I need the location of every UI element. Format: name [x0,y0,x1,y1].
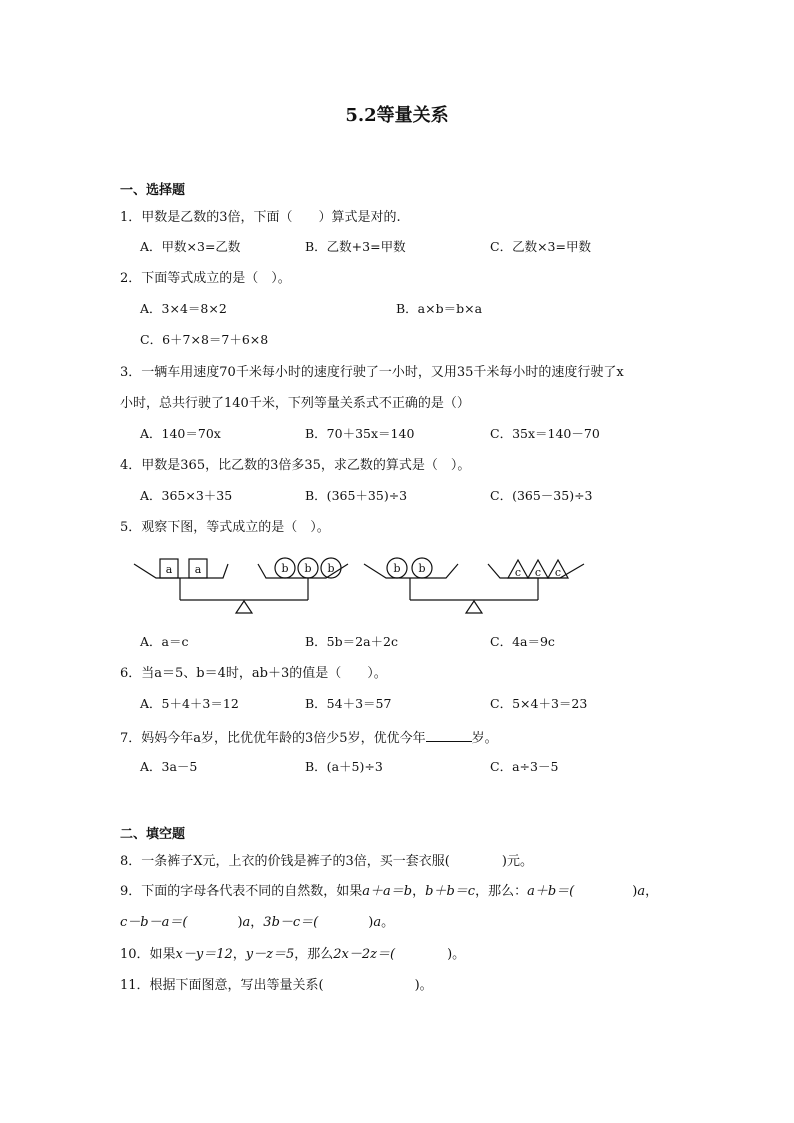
question-9-eq5: 3b－c＝( [263,915,319,930]
question-9-eq3: a＋b＝( [527,884,575,899]
weight-label-b-3: b [327,562,335,575]
question-9-close1: ) [632,884,638,899]
question-7-stem-post: 岁。 [471,731,498,746]
section-heading-choice: 一、选择题 [120,183,186,198]
question-6-option-a: A．5＋4＋3＝12 [140,696,239,711]
weight-label-c-2: c [534,566,542,579]
question-1-option-a: A．甲数×3=乙数 [140,239,241,254]
question-8: 8．一条裤子X元，上衣的价钱是裤子的3倍，买一套衣服( )元。 [120,854,533,869]
question-9-close2: ) [237,915,243,930]
question-5-option-c: C．4a＝9c [490,634,555,649]
question-4-option-c: C．(365－35)÷3 [490,488,593,503]
question-9-var-a: a [637,884,646,899]
weight-label-b-2: b [304,562,312,575]
question-10-eq3: 2x－2z＝( [333,947,396,962]
question-7-option-a: A．3a－5 [140,759,198,774]
question-1-option-b: B．乙数+3=甲数 [305,239,406,254]
question-1-stem: 1．甲数是乙数的3倍，下面（ ）算式是对的. [120,210,401,225]
question-10-eq2: y－z＝5 [245,947,295,962]
weight-label-b-4: b [393,562,401,575]
question-9-end: 。 [381,915,395,930]
question-3-option-c: C．35x＝140－70 [490,426,600,441]
scale-2-left-pan [364,564,458,578]
scale-2-fulcrum [466,601,482,613]
question-3-option-b: B．70＋35x＝140 [305,426,415,441]
question-9-comma: ， [645,884,659,899]
answer-blank [426,730,472,742]
question-10 [120,948,465,961]
weight-label-c-3: c [554,566,562,579]
balance-scales-figure [128,550,598,620]
question-9-comma2: ， [250,915,264,930]
question-4-stem: 4．甲数是365，比乙数的3倍多35，求乙数的算式是（ ）。 [120,458,471,473]
question-9-var-a-3: a [373,915,382,930]
scale-1-left-pan [134,564,228,578]
question-5-option-b: B．5b＝2a＋2c [305,634,398,649]
question-6-option-b: B．54＋3＝57 [305,696,392,711]
page-title: 5.2等量关系 [345,105,449,126]
question-7-option-b: B．(a＋5)÷3 [305,759,383,774]
question-9-var-a-2: a [242,915,251,930]
question-10-eq1: x－y＝12 [175,947,233,962]
question-1-option-c: C．乙数×3=甲数 [490,239,591,254]
question-9-pre: 9．下面的字母各代表不同的自然数，如果 [120,884,363,899]
question-9-eq4: c－b－a＝( [120,915,188,930]
weight-label-b-1: b [281,562,289,575]
question-7-option-c: C．a÷3－5 [490,759,559,774]
question-4-option-b: B．(365＋35)÷3 [305,488,408,503]
question-5-option-a: A．a＝c [140,634,189,649]
question-4-option-a: A．365×3＋35 [140,488,233,503]
question-9-mid: ，那么： [475,884,528,899]
question-9-line1 [120,885,658,898]
question-6-stem: 6．当a＝5、b＝4时，ab＋3的值是（ ）。 [120,666,387,681]
question-5-stem: 5．观察下图，等式成立的是（ ）。 [120,520,330,535]
question-10-mid: ，那么 [294,947,334,962]
question-9-close3: ) [368,915,374,930]
weight-label-b-5: b [418,562,426,575]
question-7-stem-pre: 7．妈妈今年a岁，比优优年龄的3倍少5岁，优优今年 [120,731,426,746]
question-3-stem-line1: 3．一辆车用速度70千米每小时的速度行驶了一小时，又用35千米每小时的速度行驶了x [120,365,624,380]
question-6-option-c: C．5×4＋3＝23 [490,696,588,711]
section-heading-fill: 二、填空题 [120,827,186,842]
question-3-stem-line2: 小时，总共行驶了140千米，下列等量关系式不正确的是（） [120,396,470,411]
question-2-option-a: A．3×4＝8×2 [140,301,227,316]
question-9-eq2: b＋b＝c [425,884,476,899]
weight-label-a-1: a [165,563,173,576]
question-9-sep1: ， [412,884,426,899]
question-11: 11．根据下面图意，写出等量关系( )。 [120,978,433,993]
question-2-option-c: C．6＋7×8＝7＋6×8 [140,332,269,347]
question-7-stem [120,730,498,745]
question-2-stem: 2．下面等式成立的是（ ）。 [120,271,291,286]
question-9-eq1: a＋a＝b [362,884,413,899]
weight-label-c-1: c [514,566,522,579]
scale-1-fulcrum [236,601,252,613]
question-2-option-b: B．a×b＝b×a [396,301,483,316]
question-10-close: )。 [447,947,466,962]
question-9-line2 [120,916,394,929]
question-10-sep: ， [232,947,246,962]
weight-label-a-2: a [194,563,202,576]
question-10-pre: 10．如果 [120,947,176,962]
question-3-option-a: A．140＝70x [140,426,221,441]
